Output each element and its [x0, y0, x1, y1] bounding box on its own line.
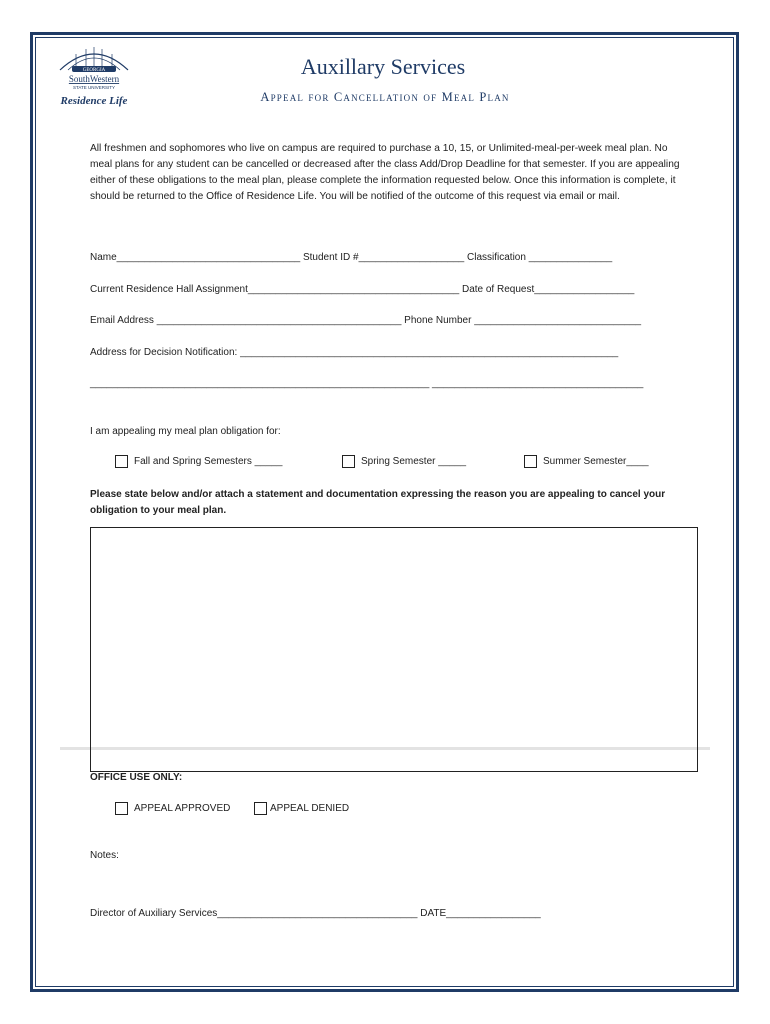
page-title: Auxillary Services: [300, 54, 466, 79]
statement-textarea[interactable]: [90, 527, 698, 772]
option-summer[interactable]: Summer Semester____: [524, 455, 649, 468]
option-appeal-approved[interactable]: APPEAL APPROVED: [115, 802, 230, 815]
director-signature-field[interactable]: Director of Auxiliary Services____________________________________ DATE_________________: [90, 908, 541, 919]
address-field[interactable]: Address for Decision Notification: ____________________________________________________________________: [90, 347, 619, 358]
checkbox-fall-spring[interactable]: [115, 455, 128, 468]
svg-text:SouthWestern: SouthWestern: [68, 74, 120, 84]
svg-text:GEORGIA: GEORGIA: [82, 68, 106, 73]
appeal-prompt: I am appealing my meal plan obligation for:: [90, 426, 281, 437]
address-line-2-field[interactable]: _____________________________________________________________ ______________________________________: [90, 378, 644, 389]
svg-text:Residence Life: Residence Life: [60, 95, 128, 107]
page-subtitle: Appeal for Cancellation of Meal Plan: [260, 90, 510, 104]
intro-paragraph: All freshmen and sophomores who live on campus are required to purchase a 10, 15, or Unlimited-meal-per-week meal plan. No meal plans for any student can be cancelled or decreased after the class Add/Drop Deadline for that semester. If you are appealing either of these obligations to the meal plan, please complete the information requested below. Once this information is complete, it should be returned to the Office of Residence Life. You will be notified of the outcome of this request via email or mail.: [90, 143, 680, 202]
office-use-heading: OFFICE USE ONLY:: [90, 772, 183, 783]
svg-text:STATE UNIVERSITY: STATE UNIVERSITY: [72, 85, 116, 90]
reason-instructions: Please state below and/or attach a statement and documentation expressing the reason you are appealing to cancel your obligation to your meal plan.: [90, 489, 666, 516]
notes-label: Notes:: [90, 850, 119, 861]
checkbox-approved[interactable]: [115, 802, 128, 815]
option-fall-spring[interactable]: Fall and Spring Semesters _____: [115, 455, 282, 468]
option-spring[interactable]: Spring Semester _____: [342, 455, 466, 468]
residence-date-field[interactable]: Current Residence Hall Assignment______________________________________ Date of Request__________________: [90, 284, 635, 295]
option-appeal-denied[interactable]: APPEAL DENIED: [254, 802, 349, 815]
checkbox-summer[interactable]: [524, 455, 537, 468]
email-phone-field[interactable]: Email Address ____________________________________________ Phone Number ______________________________: [90, 315, 642, 326]
checkbox-denied[interactable]: [254, 802, 267, 815]
checkbox-spring[interactable]: [342, 455, 355, 468]
name-id-classification-field[interactable]: Name_________________________________ Student ID #___________________ Classification _______________: [90, 252, 613, 263]
